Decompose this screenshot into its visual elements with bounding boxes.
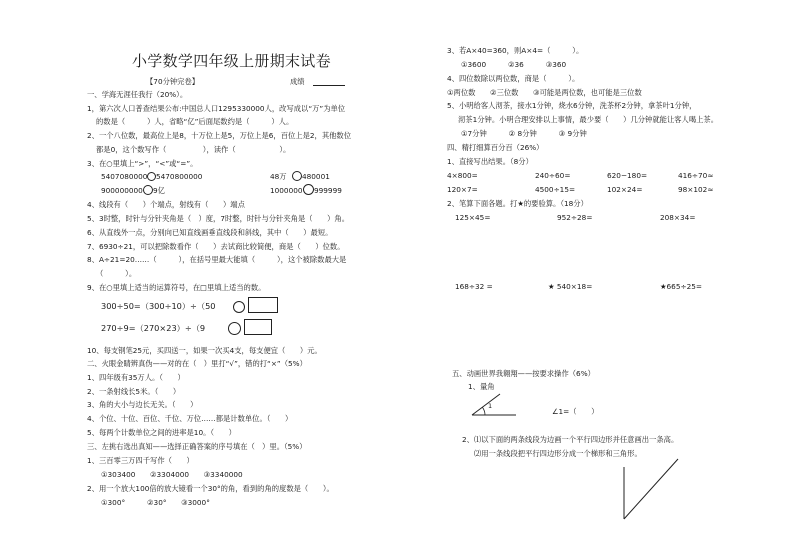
q9-line: 9、在○里填上适当的运算符号，在□里填上适当的数。 [87,283,266,292]
s3-q5-options: ①7分钟 ② 8分钟 ③ 9分钟 [461,129,587,138]
s3-q2-options: ①300° ②30° ③3000° [101,498,210,507]
q3-line: 3、在○里填上“>”，“<”或“=”。 [87,159,198,168]
q3-e: 900000000 [101,186,143,195]
s5-q2-line2: ⑵用一条线段把平行四边形分成一个梯形和三角形。 [474,449,642,458]
q7: 7、6930÷21，可以把除数看作（ ）去试商比较简便，商是（ ）位数。 [87,242,345,251]
calc-item: 620−180= [607,171,648,180]
q2-line2: 都是0，这个数写作（ ），读作（ ）。 [96,145,291,154]
s2-q5: 5、每两个计数单位之间的进率是10。（ ） [87,428,236,437]
q3-h: 999999 [314,186,342,195]
compare-circle[interactable] [147,172,156,181]
s3-q1: 1、三百零三万四千写作（ ） [87,456,194,465]
q1-line1: 1，第六次人口普查结果公布:中国总人口1295330000人，改写成以“万”为单位 [87,104,346,113]
s2-q3: 3、角的大小与边长无关。（ ） [87,400,198,409]
q3-a: 5407080000 [101,172,148,181]
answer-box[interactable] [244,319,272,335]
q3-c: 48万 [270,172,287,181]
time-label: 【70分钟完卷】 [146,77,200,86]
s4-q1: 1、直接写出结果。（8分） [447,157,533,166]
s3-q5-line1: 5、小明给客人沏茶，接水1分钟，烧水6分钟，洗茶杯2分钟，拿茶叶1分钟， [447,101,697,110]
calc-item: 416÷70≈ [678,171,714,180]
angle-figure [470,392,518,418]
compare-circle[interactable] [303,184,314,195]
s3-q3-options: ①3600 ②36 ③360 [461,60,567,69]
s5-q2-line1: 2、⑴以下面的两条线段为边画一个平行四边形并任意画出一条高。 [462,435,679,444]
section-3-heading: 三、左挑右选出真知——选择正确答案的序号填在（ ）里。（5%） [87,442,307,451]
score-label: 成绩 [290,77,305,86]
page-title: 小学数学四年级上册期末试卷 [132,52,331,70]
answer-box[interactable] [248,297,278,313]
q8-line1: 8、A÷21=20……（ ），在括号里最大能填（ ），这个被除数最大是 [87,255,347,264]
operator-circle[interactable] [233,301,245,313]
compare-circle[interactable] [292,171,302,181]
calc-item: 98×102≈ [678,185,714,194]
s3-q4: 4、四位数除以两位数，商是（ ）。 [447,74,580,83]
s2-q4: 4、个位、十位、百位、千位、万位……都是计数单位。（ ） [87,414,293,423]
q3-f: 9亿 [153,186,165,195]
s4-q2: 2、笔算下面各题。打★的要验算。（18分） [447,199,588,208]
angle-answer: ∠1=（ ） [552,407,599,416]
calc-item: 102×24= [607,185,643,194]
q9-expr1: 300÷50=（300÷10）÷（50 [101,301,216,311]
operator-circle[interactable] [228,322,241,335]
written-item: ★665÷25= [660,282,702,291]
angle-arc [482,407,485,415]
q3-d: 480001 [302,172,330,181]
written-item: 952÷28= [557,213,593,222]
written-item: 208×34= [660,213,696,222]
angle-slant-ray [472,394,500,415]
calc-item: 240÷60= [535,171,571,180]
q1-line2: 的数是（ ）人，省略“亿”后面尾数约是（ ）人。 [96,117,294,126]
section-4-heading: 四、精打细算百分百（26%） [447,143,544,152]
slant-segment [624,459,678,519]
s3-q4-options: ①两位数 ②三位数 ③可能是两位数，也可能是三位数 [447,88,642,97]
calc-item: 4500÷15= [535,185,576,194]
angle-mark: 1 [488,402,493,410]
written-item: 168÷32 = [455,282,493,291]
written-item: ★ 540×18= [548,282,593,291]
q8-line2: （ ）。 [96,269,137,278]
s5-q1: 1、量角 [468,382,495,391]
s3-q2: 2、用一个放大100倍的放大镜看一个30°的角，看到的角的度数是（ ）。 [87,484,334,493]
s3-q1-options: ①303400 ②3304000 ③3340000 [101,470,243,479]
q4: 4、线段有（ ）个端点，射线有（ ）端点 [87,200,245,209]
calc-item: 4×800= [447,171,478,180]
q2-line1: 2、一个八位数，最高位上是8，十万位上是5，万位上是6，百位上是2，其他数位 [87,131,352,140]
section-5-heading: 五、动画世界我翱翔——按要求操作（6%） [452,369,595,378]
calc-item: 120×7= [447,185,478,194]
s2-q2: 2、一条射线长5米。（ ） [87,387,181,396]
segment-figure [616,455,682,523]
s3-q5-line2: 沏茶1分钟。小明合理安排以上事情，最少要（ ）几分钟就能让客人喝上茶。 [458,115,719,124]
q5: 5、3时整，时针与分针夹角是（ ）度，7时整，时针与分针夹角是（ ）角。 [87,214,350,223]
score-blank[interactable] [313,85,345,86]
q6: 6、从直线外一点，分别向已知直线画垂直线段和斜线，其中（ ）最短。 [87,228,333,237]
section-1-heading: 一、学海无涯任我行（20%）。 [87,90,188,99]
section-2-heading: 二、火眼金睛辨真伪——对的在（ ）里打“√”，错的打“×”（5%） [87,359,307,368]
q10: 10、每支钢笔25元，买四送一，如果一次买4支，每支便宜（ ）元。 [87,346,322,355]
s2-q1: 1、四年级有35万人。（ ） [87,373,185,382]
q3-b: 5470800000 [156,172,203,181]
s3-q3: 3、若A×40=360，则A×4=（ ）。 [447,46,584,55]
compare-circle[interactable] [143,185,153,195]
written-item: 125×45= [455,213,491,222]
q3-g: 1000000 [270,186,303,195]
q9-expr2: 270÷9=（270×23）÷（9 [101,323,206,333]
